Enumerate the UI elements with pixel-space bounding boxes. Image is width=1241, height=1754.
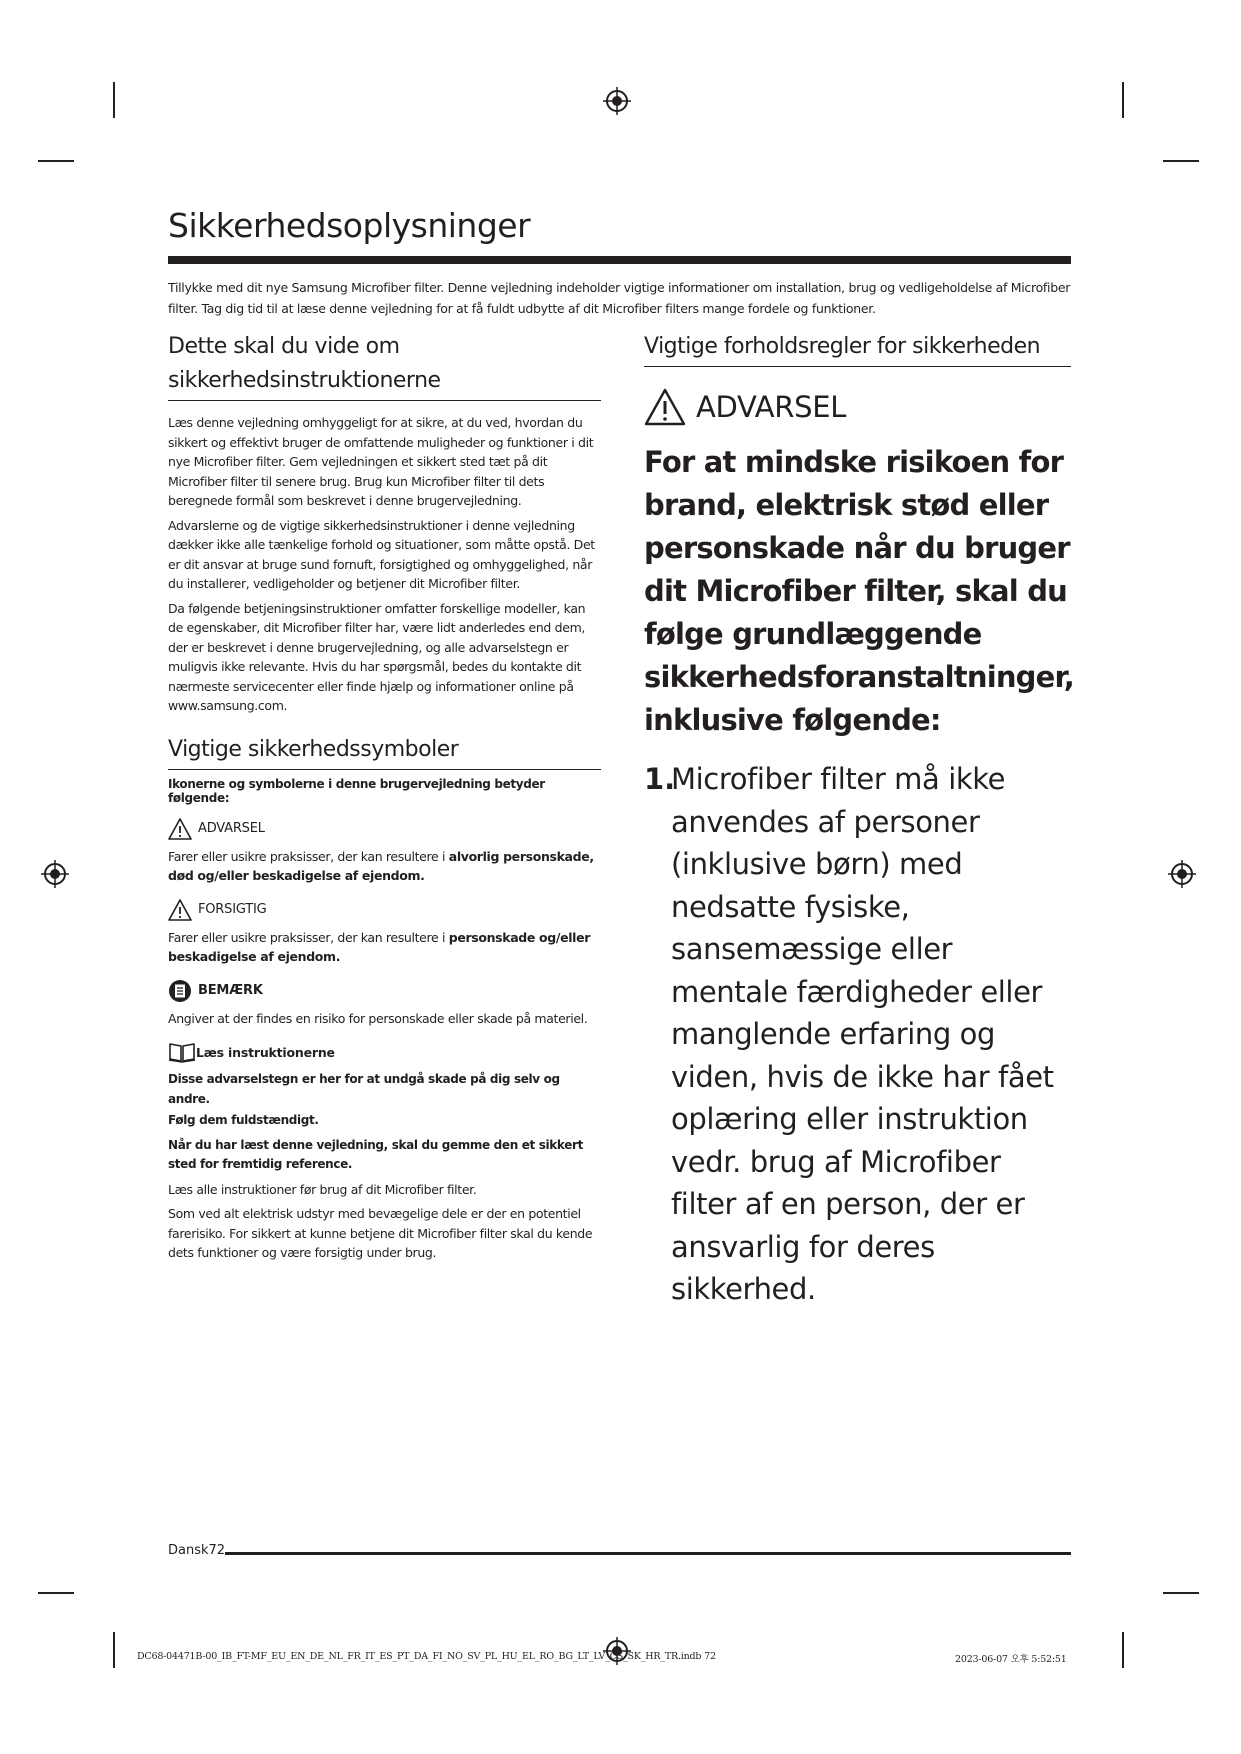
registration-mark-icon bbox=[1168, 860, 1196, 888]
crop-mark bbox=[1163, 160, 1199, 162]
crop-mark bbox=[1163, 1592, 1199, 1594]
section-title-instructions: Dette skal du vide om sikkerhedsinstruktionerne bbox=[168, 330, 601, 401]
warning-word: ADVARSEL bbox=[696, 390, 847, 424]
symbol-forsigtig bbox=[168, 898, 601, 922]
paragraph: Da følgende betjeningsinstruktioner omfatter forskellige modeller, kan de egenskaber, dit Microfiber filter har, være lidt anderledes end dem, der er beskrevet i denne brugervejledning, og alle advarselstegn er muligvis ikke relevante. Hvis du har spørgsmål, bedes du kontakte dit nærmeste servicecenter eller finde hjælp og informationer online på www.samsung.com. bbox=[168, 600, 586, 713]
note-icon bbox=[168, 979, 192, 1003]
print-slug-file: DC68-04471B-00_IB_FT-MF_EU_EN_DE_NL_FR_IT_ES_PT_DA_FI_NO_SV_PL_HU_EL_RO_BG_LT_LV_CS_SK_HR_TR.indb 72 bbox=[137, 1651, 716, 1662]
section-title-symbols: Vigtige sikkerhedssymboler bbox=[168, 733, 601, 770]
symbol-advarsel bbox=[168, 817, 601, 841]
paragraph: Læs denne vejledning omhyggeligt for at sikre, at du ved, hvordan du sikkert og effektivt bruger de omfattende muligheder og funktioner i dit nye Microfiber filter. Gem vejledningen et sikkert sted tæt på dit Microfiber filter til senere brug. Brug kun Microfiber filter til dets beregnede formål som beskrevet i denne brugervejledning. bbox=[168, 415, 594, 508]
bemaerk-label: BEMÆRK bbox=[198, 983, 263, 998]
section-title-precautions: Vigtige forholdsregler for sikkerheden bbox=[644, 330, 1071, 367]
right-column bbox=[644, 330, 1074, 1311]
intro-text: Tillykke med dit nye Samsung Microfiber filter. Denne vejledning indeholder vigtige informationer om installation, brug og vedligeholdelse af Microfiber filter. Tag dig tid til at læse denne vejledning for at få fuldt udbytte af dit Microfiber filters mange fordele og funktioner. bbox=[168, 280, 1071, 316]
crop-mark bbox=[113, 82, 115, 118]
paragraph: Som ved alt elektrisk udstyr med bevægelige dele er der en potentiel farerisiko. For sikkert at kunne betjene dit Microfiber filter skal du kende dets funktioner og være forsigtig under brug. bbox=[168, 1206, 593, 1260]
advarsel-label: ADVARSEL bbox=[198, 821, 265, 836]
bold-instruction: Følg dem fuldstændigt. bbox=[168, 1113, 319, 1127]
caution-triangle-icon bbox=[168, 899, 192, 921]
warning-triangle-icon bbox=[168, 818, 192, 840]
crop-mark bbox=[113, 1632, 115, 1668]
forsigtig-description: Farer eller usikre praksisser, der kan resultere i personskade og/eller beskadigelse af ejendom. bbox=[168, 929, 591, 964]
bold-instruction: Når du har læst denne vejledning, skal du gemme den et sikkert sted for fremtidig reference. bbox=[168, 1137, 583, 1171]
list-item bbox=[644, 758, 1071, 1311]
list-number: 1. bbox=[644, 762, 676, 796]
paragraph: Advarslerne og de vigtige sikkerhedsinstruktioner i denne vejledning dækker ikke alle tænkelige forhold og situationer, som måtte opstå. Det er dit ansvar at bruge sund fornuft, forsigtighed og omhyggelighed, når du installerer, vedligeholder og betjener dit Microfiber filter. bbox=[168, 517, 595, 591]
footer-language: Dansk bbox=[168, 1543, 209, 1558]
read-instructions-label: Læs instruktionerne bbox=[196, 1044, 335, 1060]
warning-statement: For at mindske risikoen for brand, elektrisk stød eller personskade når du bruger dit Microfiber filter, skal du følge grundlæggende sikkerhedsforanstaltninger, inklusive følgende: bbox=[644, 445, 1074, 737]
bold-instruction: Disse advarselstegn er her for at undgå skade på dig selv og andre. bbox=[168, 1072, 560, 1106]
crop-mark bbox=[1122, 1632, 1124, 1668]
crop-mark bbox=[38, 160, 74, 162]
title-rule bbox=[168, 256, 1071, 264]
forsigtig-label: FORSIGTIG bbox=[198, 902, 267, 917]
registration-mark-icon bbox=[41, 860, 69, 888]
footer-rule bbox=[225, 1552, 1071, 1555]
left-column bbox=[168, 330, 601, 1268]
symbol-bemaerk bbox=[168, 979, 601, 1003]
print-slug-timestamp: 2023-06-07 오후 5:52:51 bbox=[955, 1654, 1067, 1665]
page-title: Sikkerhedsoplysninger bbox=[168, 206, 531, 245]
list-text: Microfiber filter må ikke anvendes af personer (inklusive børn) med nedsatte fysiske, sansemæssige eller mentale færdigheder eller manglende erfaring og viden, hvis de ikke har fået oplæring eller instruktion vedr. brug af Microfiber filter af en person, der er ansvarlig for deres sikkerhed. bbox=[671, 762, 1054, 1306]
crop-mark bbox=[38, 1592, 74, 1594]
warning-triangle-icon bbox=[644, 388, 686, 426]
symbol-read-instructions bbox=[168, 1040, 601, 1064]
advarsel-description: Farer eller usikre praksisser, der kan resultere i alvorlig personskade, død og/eller beskadigelse af ejendom. bbox=[168, 848, 594, 883]
symbols-intro: Ikonerne og symbolerne i denne brugervejledning betyder følgende: bbox=[168, 776, 545, 805]
page-footer bbox=[168, 1543, 225, 1558]
warning-heading bbox=[644, 385, 1071, 429]
open-book-icon bbox=[168, 1041, 196, 1063]
crop-mark bbox=[1122, 82, 1124, 118]
paragraph: Læs alle instruktioner før brug af dit Microfiber filter. bbox=[168, 1181, 477, 1197]
page-number: 72 bbox=[208, 1543, 226, 1558]
registration-mark-icon bbox=[603, 87, 631, 115]
bemaerk-description: Angiver at der findes en risiko for personskade eller skade på materiel. bbox=[168, 1010, 588, 1026]
